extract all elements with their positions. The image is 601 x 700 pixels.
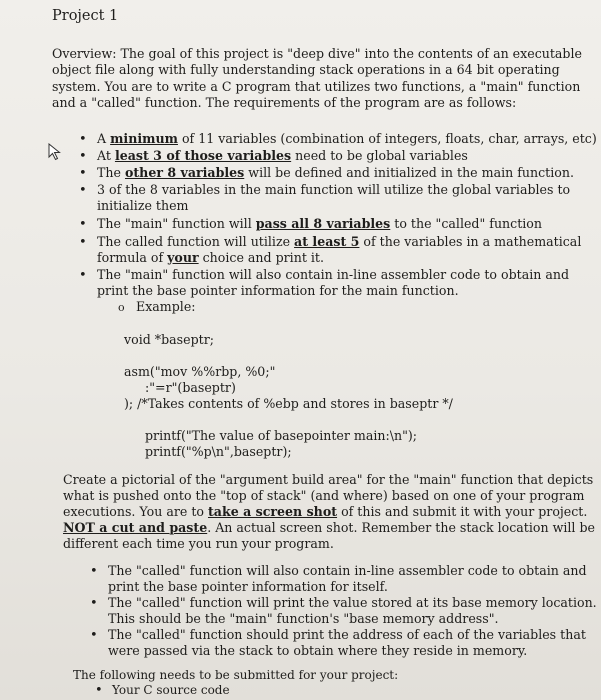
called-item-2-line-2: This should be the "main" function's "base memory address". <box>108 611 499 626</box>
called-item-3-line-2: were passed via the stack to obtain where they reside in memory. <box>108 643 528 658</box>
bullet-dot: • <box>79 268 87 283</box>
code-line-4: ); /*Takes contents of %ebp and stores in baseptr */ <box>124 396 453 411</box>
overview-line-3: system. You are to write a C program that utilizes two functions, a "main" function <box>52 79 581 94</box>
bullet-dot: • <box>90 596 98 611</box>
submit-item-1: Your C source code <box>112 683 230 697</box>
requirement-7-line-1: The "main" function will also contain in-line assembler code to obtain and <box>97 267 570 282</box>
bullet-dot: • <box>90 628 98 643</box>
submit-heading: The following needs to be submitted for your project: <box>73 668 399 682</box>
page-title: Project 1 <box>52 8 119 24</box>
called-item-1-line-2: print the base pointer information for itself. <box>108 579 388 594</box>
requirement-3: The other 8 variables will be defined and initialized in the main function. <box>97 165 574 180</box>
requirement-4-line-2: initialize them <box>97 198 189 213</box>
called-item-2-line-1: The "called" function will print the value stored at its base memory location. <box>108 595 597 610</box>
called-item-1-line-1: The "called" function will also contain in-line assembler code to obtain and <box>108 563 587 578</box>
mouse-cursor-icon <box>48 143 62 161</box>
bullet-dot: • <box>79 183 87 198</box>
overview-line-4: and a "called" function. The requirements of the program are as follows: <box>52 95 517 110</box>
pictorial-line-4: NOT a cut and paste. An actual screen shot. Remember the stack location will be <box>63 520 595 535</box>
overview-line-2: object file along with fully understanding stack operations in a 64 bit operating <box>52 62 560 77</box>
pictorial-line-3: executions. You are to take a screen shot of this and submit it with your project. <box>63 504 588 519</box>
code-line-2: asm("mov %%rbp, %0;" <box>124 364 276 379</box>
requirement-6-line-2: formula of your choice and print it. <box>97 250 324 265</box>
code-line-6: printf("%p\n",baseptr); <box>145 444 292 459</box>
pictorial-line-1: Create a pictorial of the "argument build area" for the "main" function that depicts <box>63 472 594 487</box>
bullet-dot: • <box>95 683 103 698</box>
requirement-5: The "main" function will pass all 8 variables to the "called" function <box>97 216 542 231</box>
bullet-dot: • <box>79 166 87 181</box>
pictorial-line-5: different each time you run your program. <box>63 536 334 551</box>
code-line-1: void *baseptr; <box>124 332 214 347</box>
requirement-6-line-1: The called function will utilize at least 5 of the variables in a mathematical <box>97 234 582 249</box>
code-line-5: printf("The value of basepointer main:\n"); <box>145 428 418 443</box>
pictorial-line-2: what is pushed onto the "top of stack" (and where) based on one of your program <box>63 488 585 503</box>
bullet-dot: • <box>79 217 87 232</box>
bullet-dot: • <box>79 149 87 164</box>
requirement-2: At least 3 of those variables need to be global variables <box>97 148 468 163</box>
overview-line-1: Overview: The goal of this project is "deep dive" into the contents of an executable <box>52 46 582 61</box>
requirement-4-line-1: 3 of the 8 variables in the main function will utilize the global variables to <box>97 182 571 197</box>
code-line-3: :"=r"(baseptr) <box>145 380 236 395</box>
bullet-dot: • <box>79 132 87 147</box>
called-item-3-line-1: The "called" function should print the address of each of the variables that <box>108 627 586 642</box>
bullet-dot: • <box>79 235 87 250</box>
sub-bullet-marker: o <box>118 301 125 314</box>
bullet-dot: • <box>90 564 98 579</box>
requirement-7-line-2: print the base pointer information for the main function. <box>97 283 459 298</box>
requirement-1: A minimum of 11 variables (combination of integers, floats, char, arrays, etc) <box>97 131 597 146</box>
example-label: Example: <box>136 299 196 314</box>
